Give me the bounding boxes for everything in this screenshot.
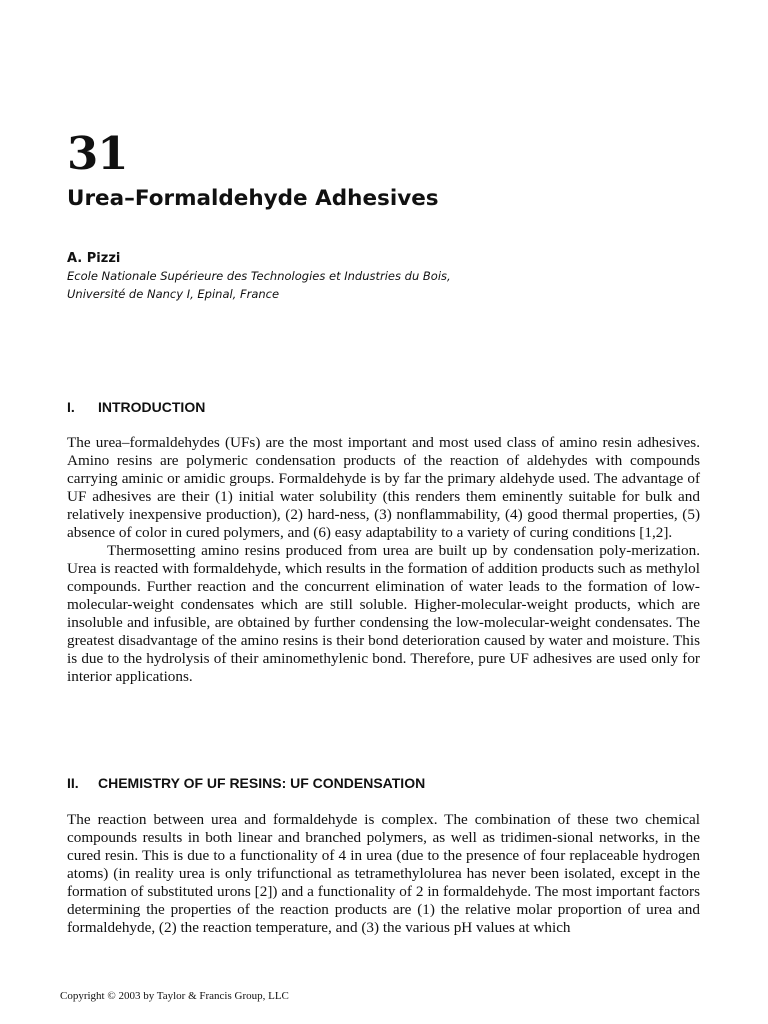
section-number: I.: [67, 399, 75, 415]
chemistry-body: [67, 811, 700, 937]
section-number: II.: [67, 775, 79, 791]
paragraph: The reaction between urea and formaldehyde is complex. The combination of these two chemical compounds results in both linear and branched polymers, as well as tridimen-sional networks, in the cured resin. This is due to a functionality of 4 in urea (due to the presence of four replaceable hydrogen atoms) (in reality urea is only trifunctional as tetramethylolurea has never been isolated, except in the formation of substituted urons [2]) and a functionality of 2 in formaldehyde. The most important factors determining the properties of the reaction products are (1) the relative molar proportion of urea and formaldehyde, (2) the reaction temperature, and (3) the various pH values at which: [67, 811, 700, 936]
section-title: CHEMISTRY OF UF RESINS: UF CONDENSATION: [98, 775, 426, 791]
chapter-title: Urea–Formaldehyde Adhesives: [67, 186, 439, 211]
introduction-body: [67, 434, 700, 686]
section-heading-introduction: [67, 398, 205, 416]
affiliation-line-2: Université de Nancy I, Epinal, France: [67, 287, 280, 301]
section-heading-chemistry: [67, 774, 425, 792]
copyright-footer: Copyright © 2003 by Taylor & Francis Group, LLC: [60, 990, 289, 1002]
affiliation-line-1: Ecole Nationale Supérieure des Technologies et Industries du Bois,: [67, 269, 451, 283]
author-name: A. Pizzi: [67, 251, 121, 266]
section-title: INTRODUCTION: [98, 399, 206, 415]
chapter-number: 31: [67, 127, 128, 180]
paragraph: The urea–formaldehydes (UFs) are the most important and most used class of amino resin adhesives. Amino resins are polymeric condensation products of the reaction of aldehydes with compounds carrying aminic or amidic groups. Formaldehyde is by far the primary aldehyde used. The advantage of UF adhesives are their (1) initial water solubility (this renders them eminently suitable for bulk and relatively inexpensive production), (2) hard-ness, (3) nonflammability, (4) good thermal properties, (5) absence of color in cured polymers, and (6) easy adaptability to a variety of curing conditions [1,2].: [67, 434, 700, 541]
paragraph: Thermosetting amino resins produced from urea are built up by condensation poly-merization. Urea is reacted with formaldehyde, which results in the formation of addition products such as methylol compounds. Further reaction and the concurrent elimination of water leads to the formation of low-molecular-weight condensates which are still soluble. Higher-molecular-weight products, which are insoluble and infusible, are obtained by further condensing the low-molecular-weight condensates. The greatest disadvantage of the amino resins is their bond deterioration caused by water and moisture. This is due to the hydrolysis of their aminomethylenic bond. Therefore, pure UF adhesives are used only for interior applications.: [67, 542, 700, 685]
author-block: [67, 250, 707, 303]
